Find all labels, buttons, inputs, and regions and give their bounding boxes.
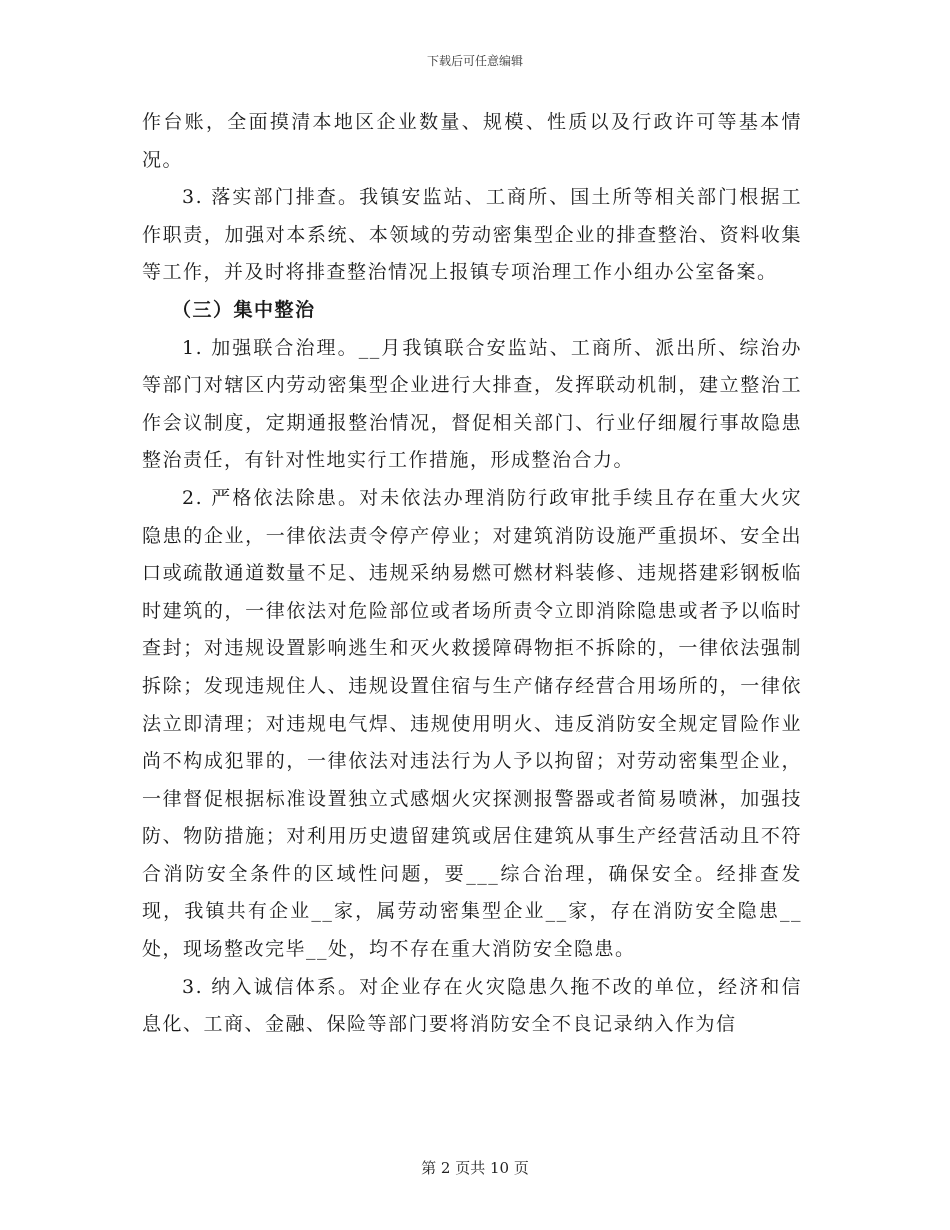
page-footer: 第 2 页共 10 页 [421,1159,529,1177]
paragraph-department-check: 3. 落实部门排查。我镇安监站、工商所、国土所等相关部门根据工作职责，加强对本系统、本领域的劳动密集型企业的排查整治、资料收集等工作，并及时将排查整治情况上报镇专项治理工作小组办公室备案。 [142,186,802,284]
paragraph-continuation: 作台账，全面摸清本地区企业数量、规模、性质以及行政许可等基本情况。 [142,111,802,171]
document-body [142,104,802,1044]
paragraph-joint-governance: 1. 加强联合治理。__月我镇联合安监站、工商所、派出所、综治办等部门对辖区内劳动密集型企业进行大排查，发挥联动机制，建立整治工作会议制度，定期通报整治情况，督促相关部门、行业仔细履行事故隐患整治责任，有针对性地实行工作措施，形成整治合力。 [142,336,802,472]
paragraph-credit-system: 3. 纳入诚信体系。对企业存在火灾隐患久拖不改的单位，经济和信息化、工商、金融、保险等部门要将消防安全不良记录纳入作为信 [142,975,802,1036]
page-header: 下载后可任意编辑 [426,54,523,68]
section-heading: （三）集中整治 [172,298,316,321]
paragraph-legal-remediation: 2. 严格依法除患。对未依法办理消防行政审批手续且存在重大火灾隐患的企业，一律依法责令停产停业；对建筑消防设施严重损坏、安全出口或疏散通道数量不足、违规采纳易燃可燃材料装修、违规搭建彩钢板临时建筑的，一律依法对危险部位或者场所责令立即消除隐患或者予以临时查封；对违规设置影响逃生和灭火救援障碍物拒不拆除的，一律依法强制拆除；发现违规住人、违规设置住宿与生产储存经营合用场所的，一律依法立即清理；对违规电气焊、违规使用明火、违反消防安全规定冒险作业尚不构成犯罪的，一律依法对违法行为人予以拘留；对劳动密集型企业，一律督促根据标准设置独立式感烟火灾探测报警器或者简易喷淋，加强技防、物防措施；对利用历史遗留建筑或居住建筑从事生产经营活动且不符合消防安全条件的区域性问题，要___综合治理，确保安全。经排查发现，我镇共有企业__家，属劳动密集型企业__家，存在消防安全隐患__处，现场整改完毕__处，均不存在重大消防安全隐患。 [142,486,802,961]
